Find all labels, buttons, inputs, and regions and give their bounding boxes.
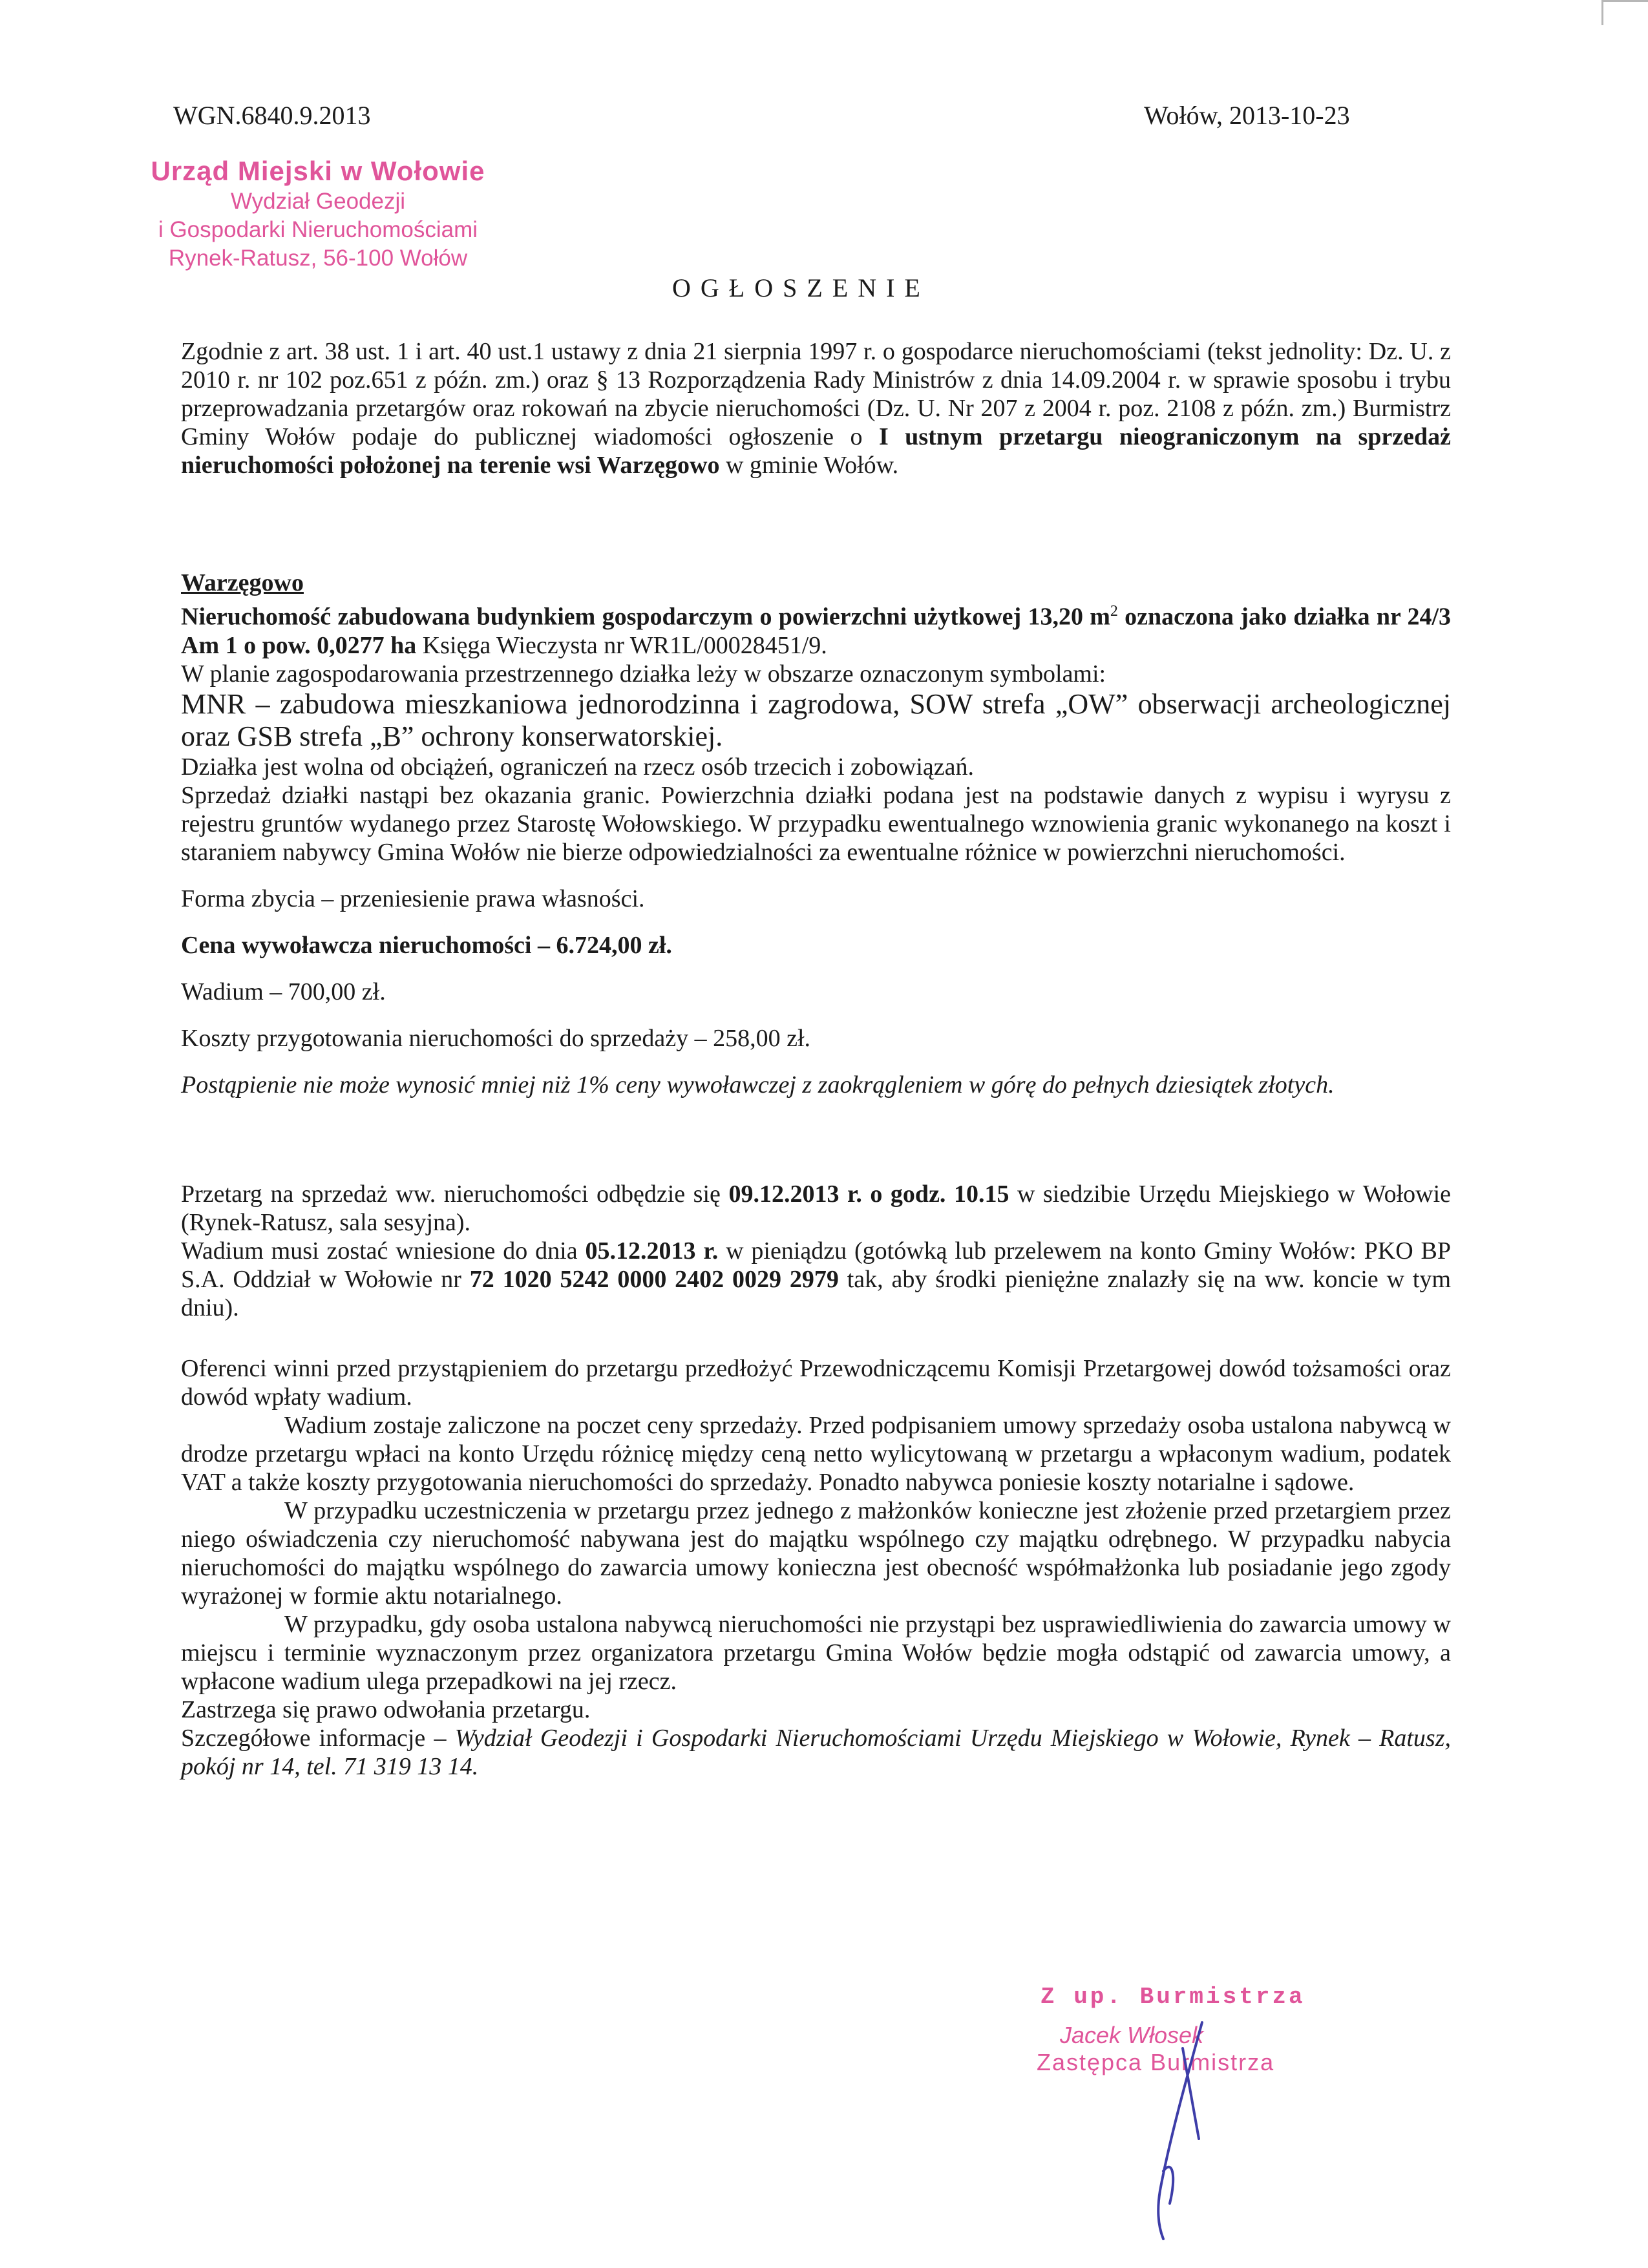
signatory-name: Jacek Włosek bbox=[1060, 2022, 1204, 2048]
document-title: OGŁOSZENIE bbox=[672, 273, 930, 302]
free-of-encumbrances: Działka jest wolna od obciążeń, ograniczeń na rzecz osób trzecich i zobowiązań. bbox=[181, 753, 975, 781]
handwritten-signature-icon bbox=[1125, 2010, 1254, 2249]
signature-authority: Z up. Burmistrza bbox=[1041, 1984, 1305, 2010]
auction-date: 09.12.2013 r. o godz. 10.15 bbox=[728, 1180, 1009, 1208]
deposit-text-2: w pieniądzu (gotówką lub przelewem na konto Gminy Wołów: PKO BP S.A. Oddział w Wołowie nr bbox=[181, 1237, 1452, 1293]
stamp-line-office: Urząd Miejski w Wołowie bbox=[151, 156, 485, 186]
scan-corner-mark bbox=[1601, 0, 1648, 25]
terms-paragraph-4: W przypadku, gdy osoba ustalona nabywcą nieruchomości nie przystąpi bez usprawiedliwienia do zawarcia umowy w miejscu i terminie wyznaczonym przez organizatora przetargu Gmina Wołów będzie mogła odstąpić od zawarcia umowy, a wpłacone wadium ulega przepadkowi na jej rzecz. bbox=[181, 1610, 1451, 1695]
starting-price: Cena wywoławcza nieruchomości – 6.724,00 zł. bbox=[181, 931, 672, 959]
property-heading: Warzęgowo bbox=[181, 569, 304, 596]
deposit-deadline: 05.12.2013 r. bbox=[585, 1237, 719, 1265]
stamp-line-department: Wydział Geodezji bbox=[230, 189, 406, 214]
terms-paragraph-3: W przypadku uczestniczenia w przetargu przez jednego z małżonków konieczne jest złożenie przed przetargiem przez niego oświadczenia czy nieruchomość nabywana jest do majątku wspólnego czy majątku odrębnego. W przypadku nabycia nieruchomości do majątku wspólnego do zawarcia umowy konieczna jest obecność współmałżonka lub posiadanie jego zgody wyrażonej w formie aktu notarialnego. bbox=[181, 1496, 1451, 1610]
terms-paragraph-2: Wadium zostaje zaliczone na poczet ceny sprzedaży. Przed podpisaniem umowy sprzedaży osoba ustalona nabywcą w drodze przetargu wpłaci na konto Urzędu różnicę między ceną netto wylicytowaną w przetargu a wpłaconym wadium, podatek VAT a także koszty przygotowania nieruchomości do sprzedaży. Ponadto nabywca poniesie koszty notarialne i sądowe. bbox=[181, 1411, 1451, 1496]
plan-line: W planie zagospodarowania przestrzennego działka leży w obszarze oznaczonym symbolami: bbox=[181, 660, 1106, 688]
form-of-sale: Forma zbycia – przeniesienie prawa własności. bbox=[181, 885, 645, 912]
property-desc-bold-2: oznaczona jako działka nr 24/3 Am 1 o pow. 0,0277 ha bbox=[181, 603, 1452, 659]
deposit-amount: Wadium – 700,00 zł. bbox=[181, 978, 386, 1005]
contact-info bbox=[181, 1724, 1451, 1781]
deposit-text-3: tak, aby środki pieniężne znalazły się na ww. koncie w tym dniu). bbox=[181, 1265, 1452, 1321]
stamp-line-department-2: i Gospodarki Nieruchomościami bbox=[158, 217, 478, 242]
intro-bold: I ustnym przetargu nieograniczonym na sprzedaż nieruchomości położonej na terenie wsi Warzęgowo bbox=[181, 423, 1451, 479]
sale-conditions: Sprzedaż działki nastąpi bez okazania granic. Powierzchnia działki podana jest na podstawie danych z wypisu i wyrysu z rejestru gruntów wydanego przez Starostę Wołowskiego. W przypadku ewentualnego wznowienia granic wykonanego na koszt i staraniem nabywcy Gmina Wołów nie bierze odpowiedzialności za ewentualne różnice w powierzchni nieruchomości. bbox=[181, 781, 1451, 866]
property-desc-sup: 2 bbox=[1110, 603, 1118, 620]
property-section bbox=[181, 569, 1451, 1781]
zoning-text: MNR – zabudowa mieszkaniowa jednorodzinna i zagrodowa, SOW strefa „OW” obserwacji archeologicznej oraz GSB strefa „B” ochrony konserwatorskiej. bbox=[181, 688, 1451, 752]
bank-account-number: 72 1020 5242 0000 2402 0029 2979 bbox=[469, 1265, 839, 1293]
auction-paragraph bbox=[181, 1180, 1451, 1237]
signatory-role: Zastępca Burmistrza bbox=[1037, 2049, 1275, 2075]
deposit-text-1: Wadium musi zostać wniesione do dnia bbox=[181, 1237, 578, 1265]
place-date: Wołów, 2013-10-23 bbox=[1144, 101, 1350, 130]
property-desc-bold: Nieruchomość zabudowana budynkiem gospodarczym o powierzchni użytkowej 13,20 m bbox=[181, 603, 1110, 631]
bid-increment: Postąpienie nie może wynosić mniej niż 1% ceny wywoławczej z zaokrągleniem w górę do pełnych dziesiątek złotych. bbox=[181, 1071, 1335, 1098]
contact-details: Wydział Geodezji i Gospodarki Nieruchomościami Urzędu Miejskiego w Wołowie, Rynek – Ratusz, pokój nr 14, tel. 71 319 13 14. bbox=[181, 1724, 1452, 1780]
intro-paragraph bbox=[181, 337, 1451, 479]
contact-label: Szczegółowe informacje – bbox=[181, 1724, 447, 1752]
terms-paragraph-1: Oferenci winni przed przystąpieniem do przetargu przedłożyć Przewodniczącemu Komisji Przetargowej dowód tożsamości oraz dowód wpłaty wadium. bbox=[181, 1354, 1451, 1411]
office-stamp bbox=[137, 155, 499, 273]
intro-text: Zgodnie z art. 38 ust. 1 i art. 40 ust.1 ustawy z dnia 21 sierpnia 1997 r. o gospodarce nieruchomościami (tekst jednolity: Dz. U. z 2010 r. nr 102 poz.651 z późn. zm.) oraz § 13 Rozporządzenia Rady Ministrów z dnia 14.09.2004 r. w sprawie sposobu i trybu przeprowadzania przetargów oraz rokowań na zbycie nieruchomości (Dz. U. Nr 207 z 2004 r. poz. 2108 z późn. zm.) Burmistrz Gminy Wołów podaje do publicznej wiadomości ogłoszenie o bbox=[181, 338, 1451, 450]
stamp-line-address: Rynek-Ratusz, 56-100 Wołów bbox=[168, 246, 468, 271]
preparation-costs: Koszty przygotowania nieruchomości do sprzedaży – 258,00 zł. bbox=[181, 1024, 811, 1052]
auction-text-1: Przetarg na sprzedaż ww. nieruchomości odbędzie się bbox=[181, 1180, 721, 1208]
deposit-paragraph bbox=[181, 1237, 1451, 1322]
reference-number: WGN.6840.9.2013 bbox=[173, 101, 371, 130]
intro-text-end: w gminie Wołów. bbox=[725, 452, 899, 479]
property-land-register: Księga Wieczysta nr WR1L/00028451/9. bbox=[422, 631, 827, 659]
auction-text-2: w siedzibie Urzędu Miejskiego w Wołowie (Rynek-Ratusz, sala sesyjna). bbox=[181, 1180, 1452, 1236]
terms-cancellation: Zastrzega się prawo odwołania przetargu. bbox=[181, 1696, 591, 1723]
